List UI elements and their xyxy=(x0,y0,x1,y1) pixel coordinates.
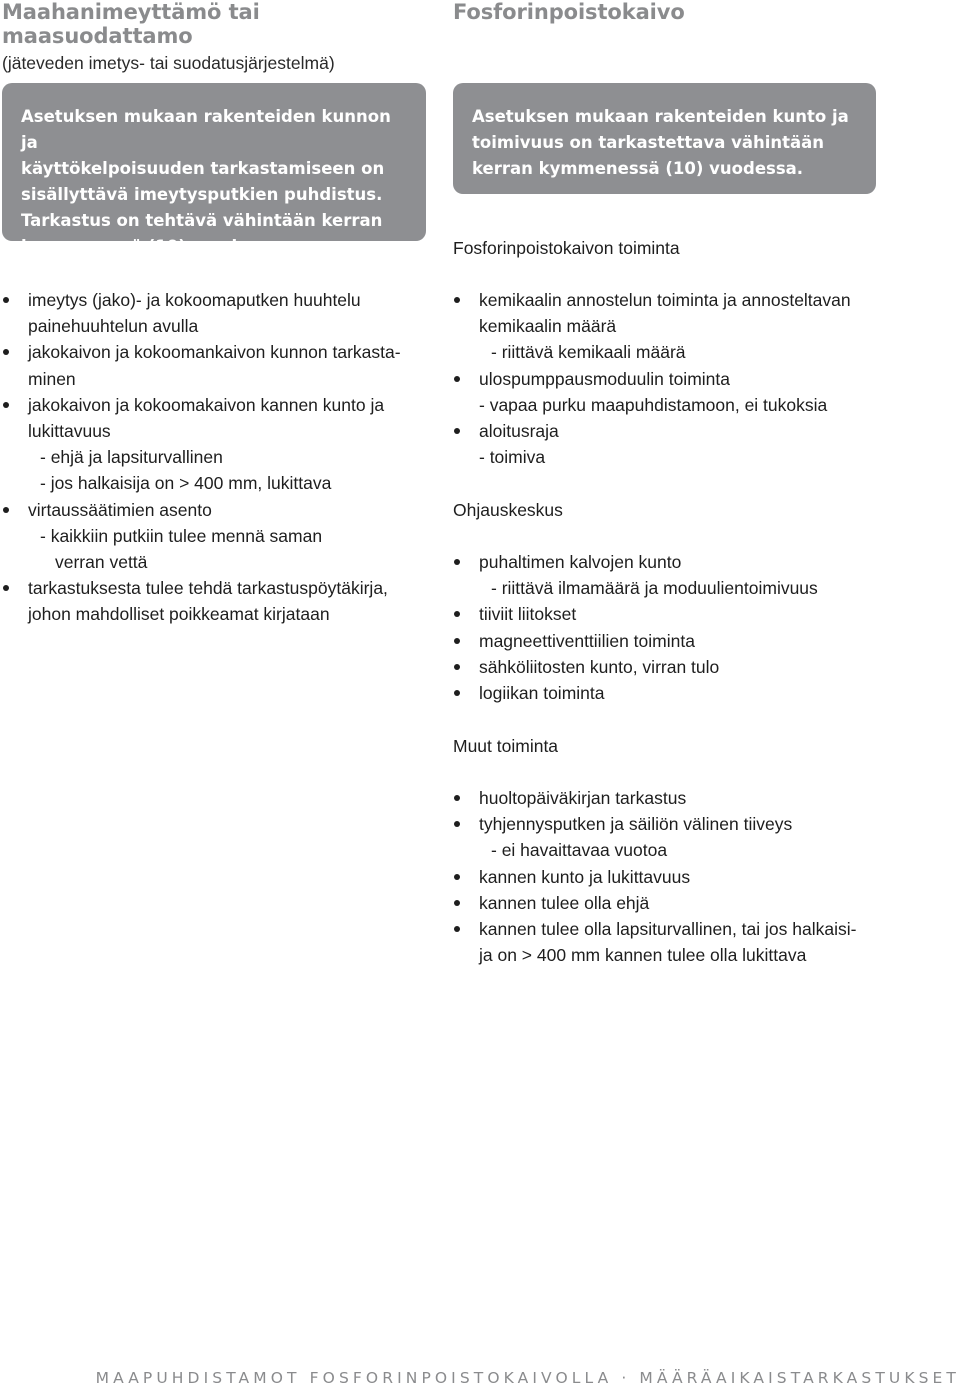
list-item: ulospumppausmoduulin toiminta xyxy=(453,366,883,392)
sub-item: - jos halkaisija on > 400 mm, lukittava xyxy=(40,473,332,494)
right-column xyxy=(453,0,883,966)
list-item: tyhjennysputken ja säiliön välinen tiiveys xyxy=(453,811,883,837)
operation-list xyxy=(453,287,883,470)
list-item: sähköliitosten kunto, virran tulo xyxy=(453,654,883,680)
left-column xyxy=(2,0,432,625)
notice-line: kymmenessä (10) vuodessa xyxy=(21,237,280,256)
sub-item: - vapaa purku maapuhdistamoon, ei tukoksia xyxy=(479,394,828,415)
control-center-list xyxy=(453,549,883,706)
section-title-other: Muut toiminta xyxy=(453,736,559,756)
list-item: kannen tulee olla lapsiturvallinen, tai jos halkaisi- xyxy=(453,916,883,942)
left-regulation-notice xyxy=(2,83,426,256)
list-item: kannen tulee olla ehjä xyxy=(453,890,883,916)
list-item-continuation: painehuuhtelun avulla xyxy=(28,316,199,337)
list-item-continuation: minen xyxy=(28,368,76,389)
right-regulation-notice xyxy=(453,83,876,194)
list-item: logiikan toiminta xyxy=(453,680,883,706)
notice-line: kerran kymmenessä (10) vuodessa. xyxy=(472,159,804,178)
sub-item: - riittävä ilmamäärä ja moduulientoimivuus xyxy=(491,578,818,599)
list-item: puhaltimen kalvojen kunto xyxy=(453,549,883,575)
left-column-subtitle: (jäteveden imetys- tai suodatusjärjestelmä) xyxy=(2,53,335,73)
sub-item: - riittävä kemikaali määrä xyxy=(491,342,686,363)
list-item: kannen kunto ja lukittavuus xyxy=(453,864,883,890)
list-item: jakokaivon ja kokoomakaivon kannen kunto ja xyxy=(2,392,432,418)
sub-item: - ei havaittavaa vuotoa xyxy=(491,840,668,861)
right-column-title: Fosforinpoistokaivo xyxy=(453,0,685,24)
notice-line: toimivuus on tarkastettava vähintään xyxy=(472,133,825,152)
list-item-continuation: lukittavuus xyxy=(28,421,111,442)
page-footer: MAAPUHDISTAMOT FOSFORINPOISTOKAIVOLLA · MÄÄRÄAIKAISTARKASTUKSET xyxy=(95,1369,960,1387)
sub-item: - kaikkiin putkiin tulee mennä saman xyxy=(40,525,323,546)
left-column-title: Maahanimeyttämö tai maasuodattamo xyxy=(2,0,260,48)
notice-line: Tarkastus on tehtävä vähintään kerran xyxy=(21,211,383,230)
notice-line: käyttökelpoisuuden tarkastamiseen on xyxy=(21,159,385,178)
list-item: tiiviit liitokset xyxy=(453,601,883,627)
sub-item: - ehjä ja lapsiturvallinen xyxy=(40,447,223,468)
other-list xyxy=(453,785,883,968)
list-item-continuation: kemikaalin määrä xyxy=(479,316,617,337)
list-item: tarkastuksesta tulee tehdä tarkastuspöytäkirja, xyxy=(2,575,432,601)
notice-line: Asetuksen mukaan rakenteiden kunto ja xyxy=(472,107,849,126)
list-item: imeytys (jako)- ja kokoomaputken huuhtelu xyxy=(2,287,432,313)
section-title-operation: Fosforinpoistokaivon toiminta xyxy=(453,238,680,258)
left-inspection-list xyxy=(2,287,432,628)
sub-item: - toimiva xyxy=(479,447,546,468)
list-item: huoltopäiväkirjan tarkastus xyxy=(453,785,883,811)
section-title-control-center: Ohjauskeskus xyxy=(453,500,563,520)
list-item-continuation: johon mahdolliset poikkeamat kirjataan xyxy=(28,604,330,625)
list-item: kemikaalin annostelun toiminta ja annosteltavan xyxy=(453,287,883,313)
notice-line: Asetuksen mukaan rakenteiden kunnon ja xyxy=(21,107,391,152)
list-item-continuation: ja on > 400 mm kannen tulee olla lukittava xyxy=(479,945,807,966)
list-item: virtaussäätimien asento xyxy=(2,497,432,523)
list-item: magneettiventtiilien toiminta xyxy=(453,628,883,654)
notice-line: sisällyttävä imeytysputkien puhdistus. xyxy=(21,185,383,204)
list-item: jakokaivon ja kokoomankaivon kunnon tarkasta- xyxy=(2,339,432,365)
list-item: aloitusraja xyxy=(453,418,883,444)
sub-item-continuation: verran vettä xyxy=(55,552,148,573)
